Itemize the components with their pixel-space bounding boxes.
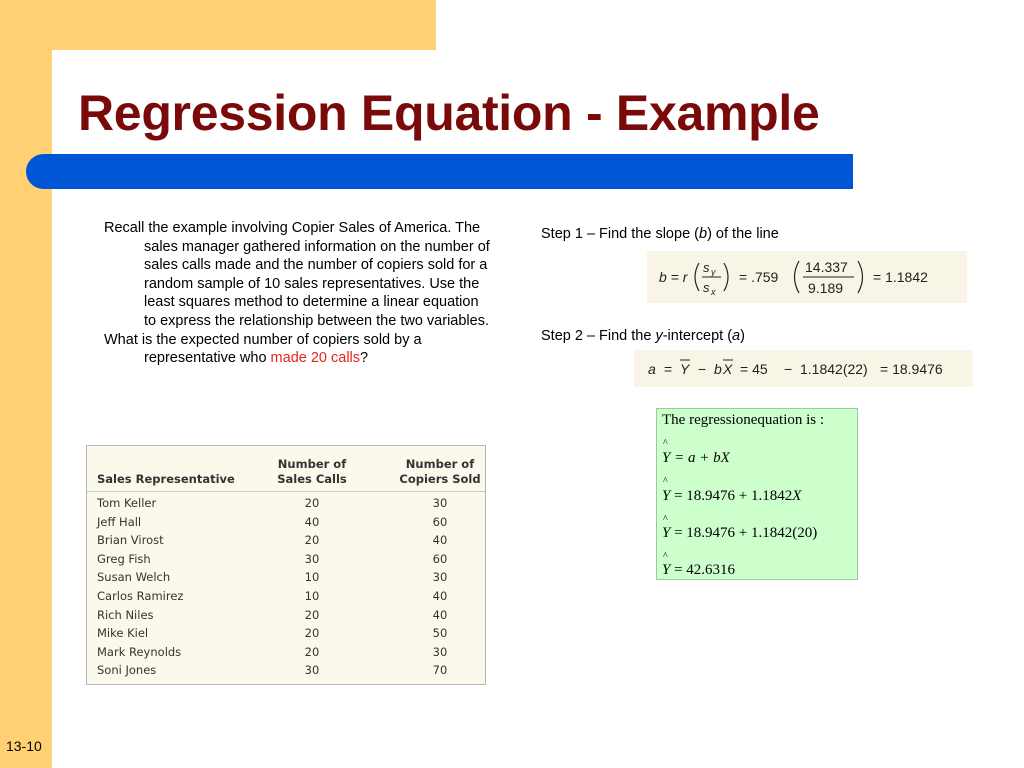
hat-symbol-3: ^ [663, 514, 668, 525]
sales-calls: 30 [304, 551, 320, 566]
y-hat-1: Y [662, 450, 671, 466]
step-2-prefix: Step 2 – Find the [541, 328, 656, 344]
slope-formula [647, 251, 967, 303]
step-1-heading [541, 226, 779, 242]
step-1-prefix: Step 1 – Find the slope ( [541, 226, 699, 242]
intercept-minus-2: − [784, 361, 793, 377]
y-hat-4: Y [662, 562, 671, 578]
slide-title: Regression Equation - Example [78, 85, 820, 141]
header-calls-line-2: Sales Calls [277, 472, 347, 486]
sx-symbol: s [703, 280, 710, 295]
sy-symbol: s [703, 260, 710, 275]
table-row [87, 568, 485, 587]
regression-line-3 [662, 525, 817, 542]
rep-name: Mike Kiel [97, 626, 149, 641]
rep-name: Mark Reynolds [97, 644, 182, 659]
copiers-sold: 30 [432, 570, 448, 585]
copiers-sold: 40 [432, 533, 448, 548]
sy-subscript: y [711, 267, 716, 277]
intercept-a: a [648, 361, 656, 377]
slope-r-value: = .759 [739, 269, 779, 285]
slide-number: 13-10 [6, 738, 42, 754]
copiers-sold: 40 [432, 589, 448, 603]
sales-calls: 20 [304, 533, 320, 548]
y-hat-2: Y [662, 488, 671, 504]
intro-paragraph-2 [104, 331, 494, 368]
rep-name: Carlos Ramirez [97, 589, 184, 603]
slope-formula-graphic [647, 251, 967, 303]
table-header [87, 446, 485, 492]
intro-paragraph-1: Recall the example involving Copier Sales of America. The sales manager gathered information on the number of sales calls made and the number of copiers sold for a random sample of 10 sales representatives. Use the least squares method to determine a linear equation to express the relationship between the two variables. [104, 220, 490, 329]
sales-calls: 20 [304, 626, 320, 641]
header-sold-line-1: Number of [405, 457, 475, 471]
question-text: What is the expected number of copiers sold by a representative who [104, 331, 422, 367]
regression-line-1 [662, 450, 730, 467]
highlight-made-20-calls: made 20 calls [270, 350, 361, 367]
sales-calls: 30 [304, 663, 320, 678]
copiers-sold: 60 [432, 551, 448, 566]
hat-symbol-2: ^ [663, 476, 668, 487]
rep-name: Jeff Hall [97, 514, 142, 529]
table-row [87, 494, 485, 513]
table-row [87, 661, 485, 680]
table-row [87, 513, 485, 532]
table-row [87, 550, 485, 569]
y-hat-3: Y [662, 525, 671, 541]
table-row [87, 624, 485, 643]
regression-heading: The regressionequation is : [662, 412, 825, 428]
hat-symbol-4: ^ [663, 551, 668, 562]
intercept-formula-graphic [634, 350, 973, 387]
step-1-var: b [699, 226, 708, 242]
rep-name: Susan Welch [97, 570, 171, 585]
intercept-eq-2: = 45 [740, 361, 768, 377]
sales-calls: 10 [304, 570, 320, 585]
regression-line-2-rhs: = 18.9476 + 1.1842 [670, 488, 793, 504]
header-number-of-copiers-sold [387, 457, 493, 487]
regression-line-4-rhs: = 42.6316 [670, 562, 736, 578]
slope-denominator: 9.189 [808, 280, 844, 296]
rep-name: Greg Fish [97, 551, 151, 566]
copiers-sold: 70 [432, 663, 448, 678]
step-2-suffix: ) [740, 328, 745, 344]
step-1-suffix: ) of the line [707, 226, 779, 242]
hat-symbol-1: ^ [663, 438, 668, 449]
rep-name: Tom Keller [97, 496, 157, 510]
sx-subscript: x [711, 287, 716, 297]
sales-calls: 20 [304, 607, 320, 622]
copiers-sold: 40 [432, 607, 448, 622]
intercept-formula [634, 350, 973, 387]
question-mark: ? [360, 350, 369, 367]
regression-line-3-rhs: = 18.9476 + 1.1842(20) [670, 525, 818, 541]
intercept-b: b [714, 361, 722, 377]
regression-line-2 [662, 488, 801, 505]
table-row [87, 643, 485, 662]
copiers-sold: 30 [432, 496, 448, 510]
intercept-result: = 18.9476 [880, 361, 943, 377]
intercept-eq-1: = [664, 361, 673, 377]
regression-equation-box [656, 408, 858, 580]
table-row [87, 587, 485, 606]
regression-line-4 [662, 562, 735, 579]
step-2-var-a: a [732, 328, 741, 344]
slope-numerator: 14.337 [805, 259, 848, 275]
table-row [87, 531, 485, 550]
step-2-heading [541, 328, 745, 344]
slope-result: = 1.1842 [873, 269, 928, 285]
sales-calls: 10 [304, 589, 320, 603]
header-sold-line-2: Copiers Sold [399, 472, 481, 486]
regression-line-1-rhs: = a + bX [670, 450, 730, 466]
title-underline-bar [26, 154, 853, 189]
copiers-sold: 60 [432, 514, 448, 529]
rep-name: Brian Virost [97, 533, 164, 548]
intercept-term: 1.1842(22) [800, 361, 868, 377]
sales-calls: 40 [304, 514, 320, 529]
header-sales-representative: Sales Representative [97, 472, 235, 486]
intro-text [104, 219, 494, 368]
step-2-middle: -intercept ( [662, 328, 733, 344]
slope-lhs: b = r [659, 269, 688, 285]
intercept-x-bar: X [723, 361, 733, 377]
top-accent-bar [0, 0, 436, 50]
sales-calls: 20 [304, 644, 320, 659]
table-row [87, 606, 485, 625]
intercept-minus-1: − [698, 361, 707, 377]
rep-name: Rich Niles [97, 607, 154, 622]
rep-name: Soni Jones [97, 663, 157, 678]
intercept-y-bar: Y [680, 361, 690, 377]
copiers-sold: 30 [432, 644, 448, 659]
left-accent-bar [0, 0, 52, 768]
header-calls-line-1: Number of [277, 457, 347, 471]
copiers-sold: 50 [432, 626, 448, 641]
step-2-var-y: y [655, 328, 663, 344]
sales-data-table [86, 445, 486, 685]
sales-calls: 20 [304, 496, 320, 510]
header-number-of-sales-calls [263, 457, 361, 487]
regression-line-2-x: X [792, 488, 802, 504]
